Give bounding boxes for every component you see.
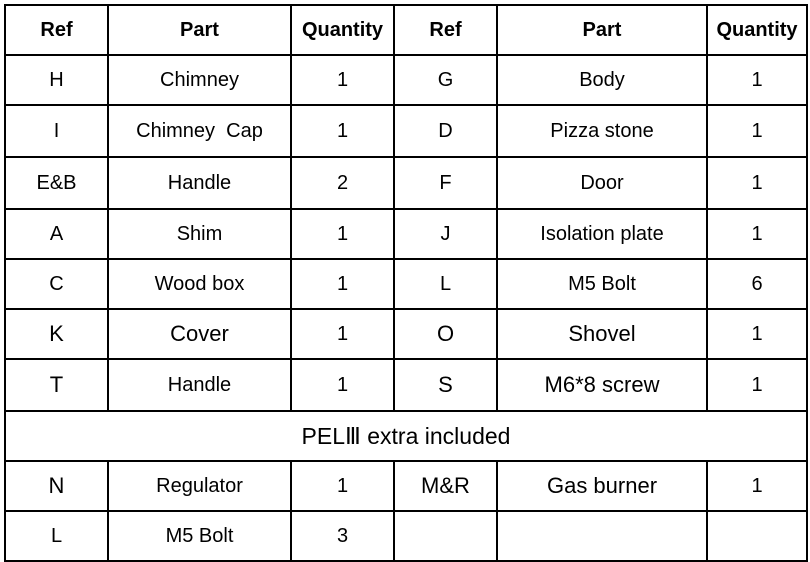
section-row	[5, 411, 807, 461]
table-cell: 1	[291, 209, 394, 259]
table-cell: Wood box	[108, 259, 291, 309]
header-part-2: Part	[497, 5, 707, 55]
table-cell: 1	[291, 105, 394, 157]
table-cell: 6	[707, 259, 807, 309]
table-cell: 1	[707, 157, 807, 209]
table-row	[5, 309, 807, 359]
table-cell: M5 Bolt	[108, 511, 291, 561]
table-cell: 1	[707, 209, 807, 259]
header-quantity-2: Quantity	[707, 5, 807, 55]
header-ref: Ref	[5, 5, 108, 55]
table-cell: I	[5, 105, 108, 157]
table-cell: Shovel	[497, 309, 707, 359]
table-cell: 1	[707, 309, 807, 359]
table-row	[5, 55, 807, 105]
table-cell: 1	[291, 461, 394, 511]
table-cell: L	[394, 259, 497, 309]
table-cell: K	[5, 309, 108, 359]
header-quantity: Quantity	[291, 5, 394, 55]
table-row	[5, 157, 807, 209]
table-cell: C	[5, 259, 108, 309]
table-cell: G	[394, 55, 497, 105]
table-cell	[497, 511, 707, 561]
table-cell: S	[394, 359, 497, 411]
table-row	[5, 461, 807, 511]
table-cell: A	[5, 209, 108, 259]
table-row	[5, 209, 807, 259]
table-cell: O	[394, 309, 497, 359]
table-row	[5, 359, 807, 411]
table-cell: N	[5, 461, 108, 511]
table-cell: Cover	[108, 309, 291, 359]
header-ref-2: Ref	[394, 5, 497, 55]
table-cell: Pizza stone	[497, 105, 707, 157]
table-cell	[394, 511, 497, 561]
table-cell: H	[5, 55, 108, 105]
table-cell: M5 Bolt	[497, 259, 707, 309]
table-cell: Gas burner	[497, 461, 707, 511]
header-row	[5, 5, 807, 55]
table-cell: Chimney	[108, 55, 291, 105]
table-cell: 1	[291, 259, 394, 309]
table-cell: Regulator	[108, 461, 291, 511]
table-cell: 2	[291, 157, 394, 209]
table-cell: E&B	[5, 157, 108, 209]
table-cell: 1	[707, 461, 807, 511]
table-cell: M&R	[394, 461, 497, 511]
table-cell: Isolation plate	[497, 209, 707, 259]
table-cell: M6*8 screw	[497, 359, 707, 411]
table-cell: 1	[707, 359, 807, 411]
parts-table	[4, 4, 808, 562]
table-cell: 1	[291, 309, 394, 359]
table-row	[5, 105, 807, 157]
table-cell: Door	[497, 157, 707, 209]
table-cell: F	[394, 157, 497, 209]
table-cell: Handle	[108, 157, 291, 209]
table-cell: Shim	[108, 209, 291, 259]
table-cell: Chimney Cap	[108, 105, 291, 157]
table-cell: 1	[707, 105, 807, 157]
table-cell: 1	[707, 55, 807, 105]
table-cell: Handle	[108, 359, 291, 411]
table-cell: D	[394, 105, 497, 157]
table-cell: J	[394, 209, 497, 259]
table-cell: Body	[497, 55, 707, 105]
table-cell: 1	[291, 359, 394, 411]
table-row	[5, 511, 807, 561]
table-cell: L	[5, 511, 108, 561]
table-cell	[707, 511, 807, 561]
table-row	[5, 259, 807, 309]
table-cell: 3	[291, 511, 394, 561]
table-cell: T	[5, 359, 108, 411]
header-part: Part	[108, 5, 291, 55]
section-title: PELⅢ extra included	[5, 411, 807, 461]
table-cell: 1	[291, 55, 394, 105]
